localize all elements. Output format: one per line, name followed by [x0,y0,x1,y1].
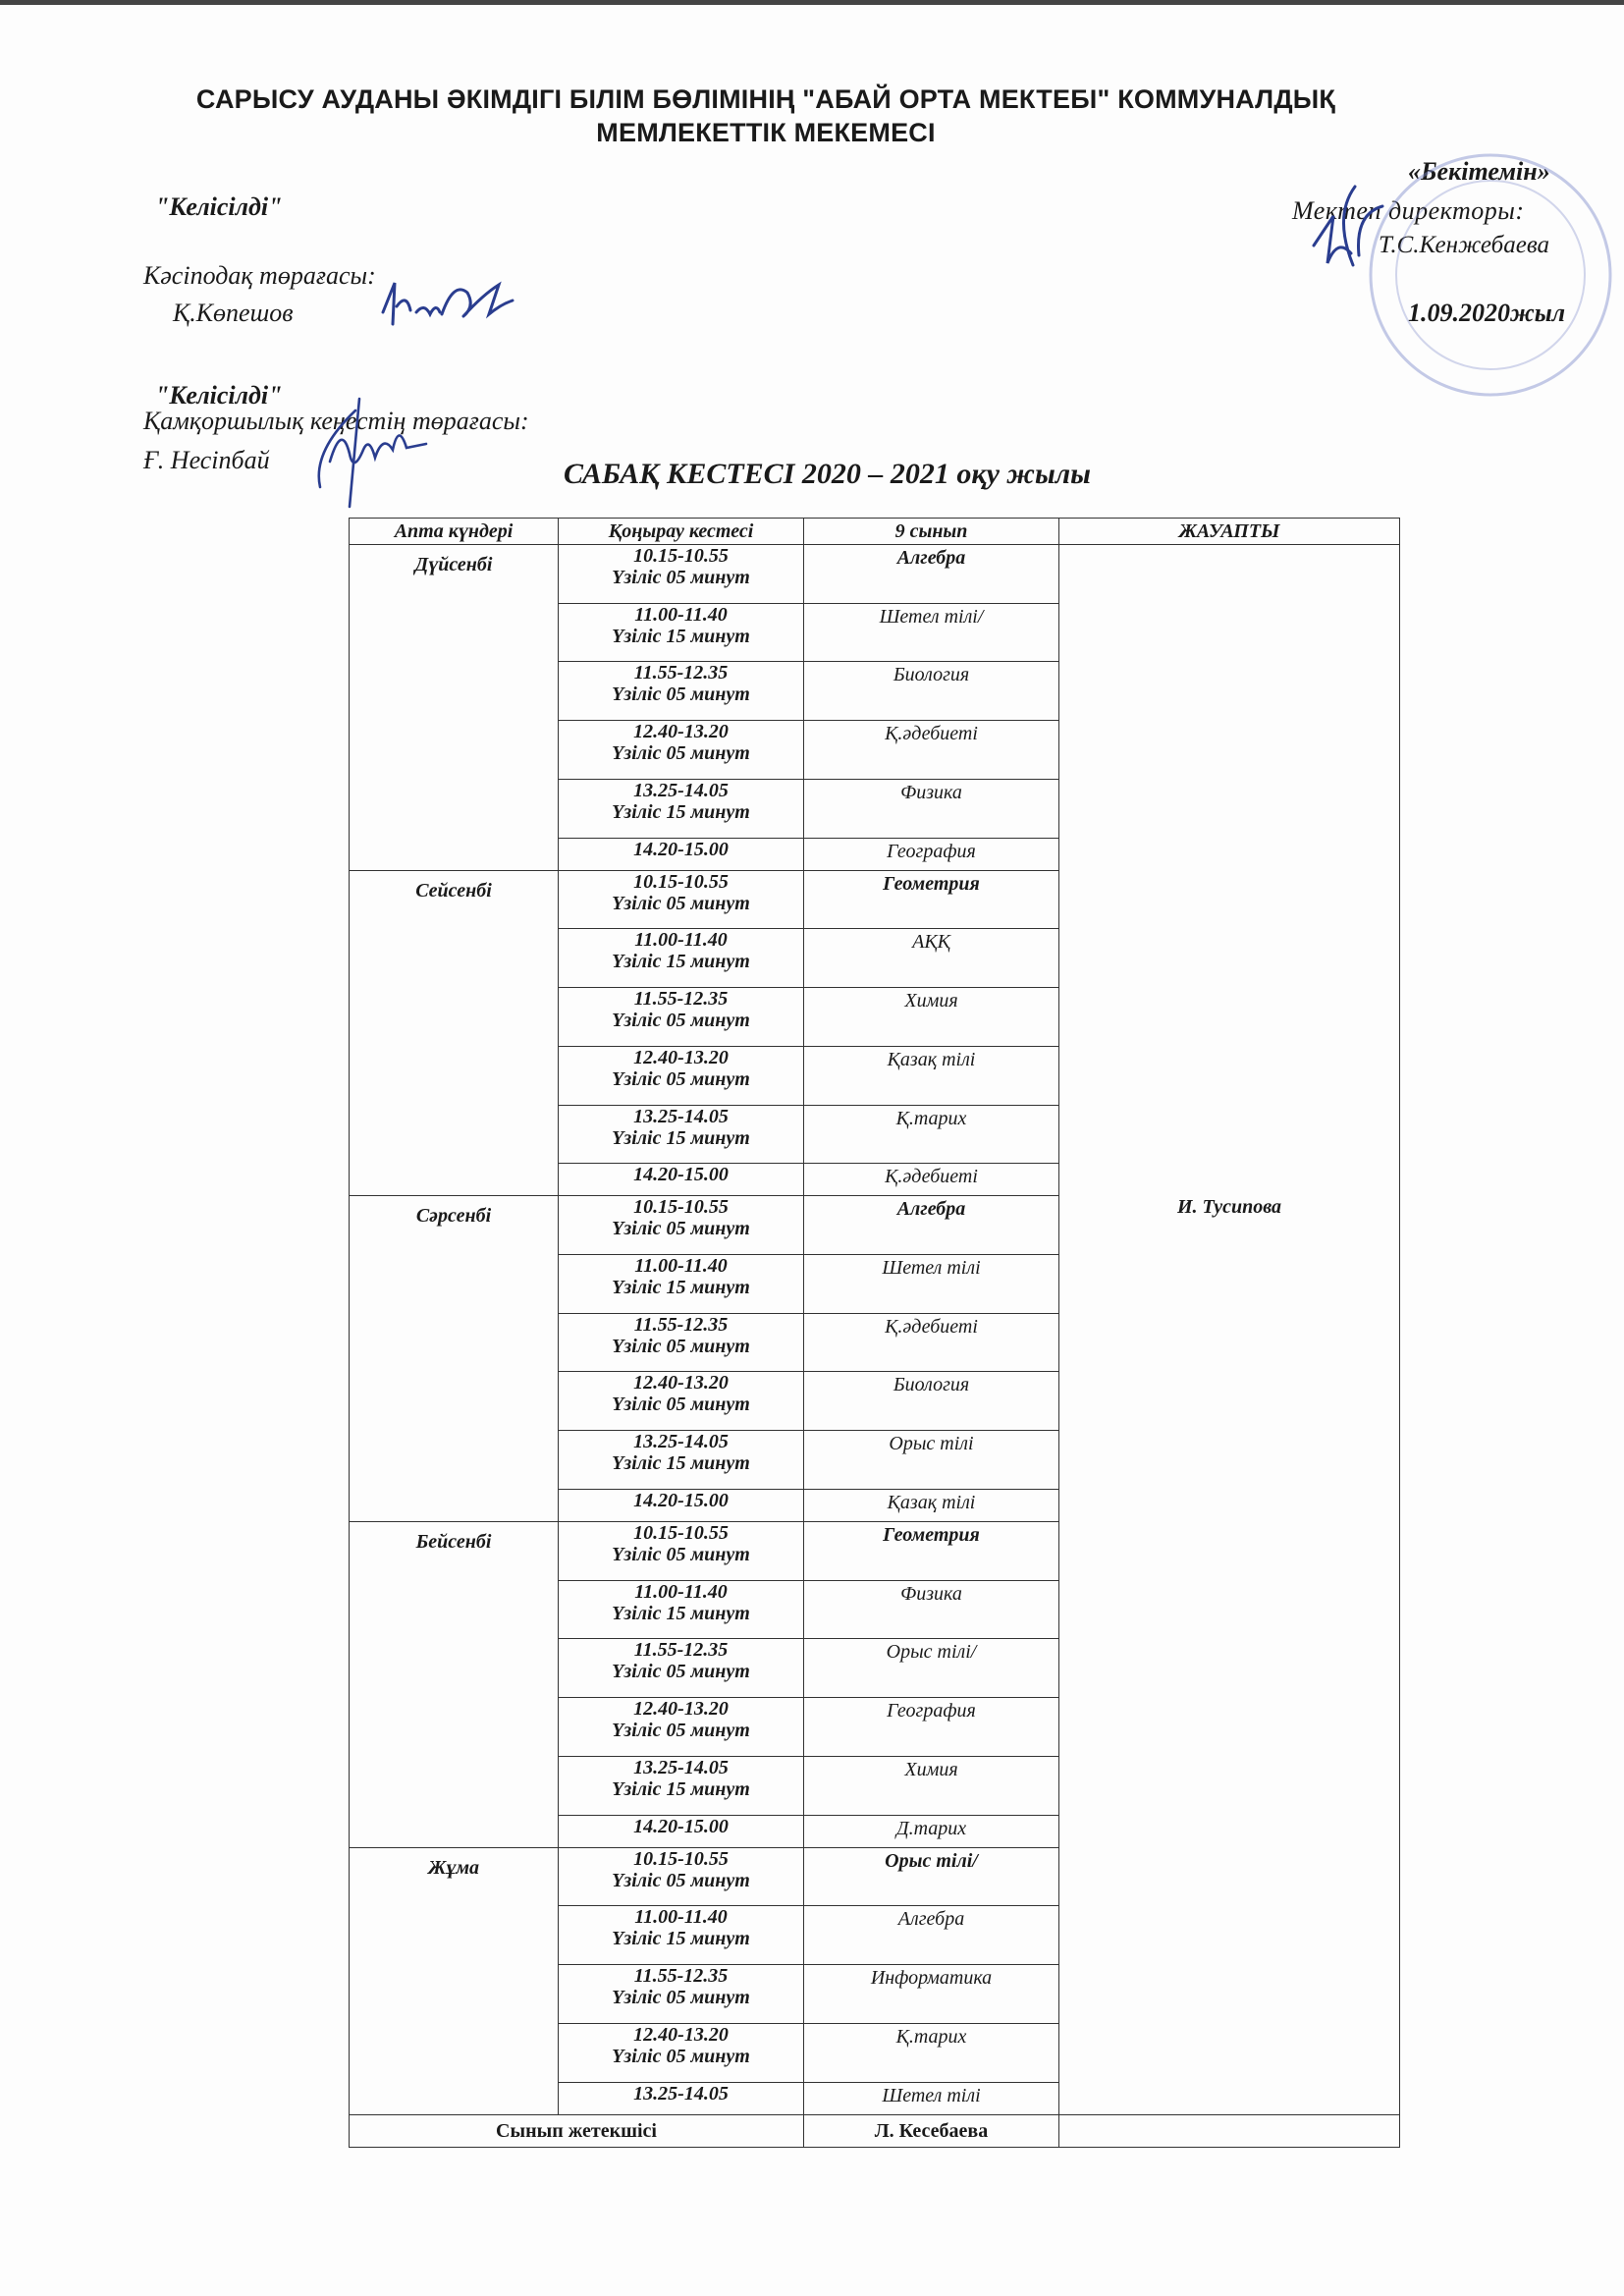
break-duration: Үзіліс 05 минут [612,1394,750,1416]
trade-union-position: Кәсіподақ төрағасы: [143,261,376,290]
subject-cell: Геометрия [804,1522,1059,1581]
day-name-cell: Сейсенбі [350,870,559,1196]
break-duration: Үзіліс 15 минут [612,1452,750,1475]
bell-time-cell [559,1046,804,1105]
subject-cell: Геометрия [804,870,1059,929]
bell-time-cell [559,721,804,780]
column-header: Қоңырау кестесі [559,519,804,545]
break-duration: Үзіліс 05 минут [612,742,750,765]
subject-cell: Биология [804,662,1059,721]
break-duration: Үзіліс 15 минут [612,1277,750,1299]
break-duration: Үзіліс 05 минут [612,1987,750,2009]
bell-time-cell [559,1965,804,2024]
bell-time-cell [559,1105,804,1164]
bell-time-cell [559,1639,804,1698]
bell-time-cell [559,2023,804,2082]
bell-time-cell [559,545,804,604]
scan-top-edge [0,0,1624,5]
subject-cell: Қазақ тілі [804,1489,1059,1521]
schedule-table [349,518,1400,2148]
director-name: Т.С.Кенжебаева [1379,232,1550,258]
bell-time-cell [559,929,804,988]
bell-time-cell [559,1431,804,1490]
subject-cell: Қ.әдебиеті [804,1313,1059,1372]
bell-time-cell [559,1164,804,1196]
class-teacher-label: Сынып жетекшісі [350,2115,804,2148]
subject-cell: Қазақ тілі [804,1046,1059,1105]
subject-cell: Алгебра [804,1196,1059,1255]
subject-cell: Информатика [804,1965,1059,2024]
lesson-time: 11.55-12.35 [633,1639,729,1662]
day-name-cell: Жұма [350,1847,559,2114]
subject-cell: География [804,1698,1059,1757]
bell-time-cell [559,603,804,662]
table-row [350,545,1400,604]
subject-cell: Орыс тілі/ [804,1639,1059,1698]
lesson-time: 10.15-10.55 [633,1847,729,1870]
lesson-time: 12.40-13.20 [633,2023,729,2046]
approve-label: «Бекітемін» [1408,157,1550,186]
break-duration: Үзіліс 15 минут [612,1602,750,1624]
subject-cell: Алгебра [804,1906,1059,1965]
subject-cell: Алгебра [804,545,1059,604]
lesson-time: 10.15-10.55 [633,870,729,893]
title-line-2: МЕМЛЕКЕТТІК МЕКЕМЕСІ [596,118,936,147]
bell-time-cell [559,838,804,870]
bell-time-cell [559,1489,804,1521]
subject-cell: Орыс тілі [804,1431,1059,1490]
bell-time-cell [559,1196,804,1255]
subject-cell: Химия [804,988,1059,1047]
break-duration: Үзіліс 05 минут [612,1544,750,1566]
subject-cell: Қ.әдебиеті [804,721,1059,780]
bell-time-cell [559,988,804,1047]
subject-cell: Қ.тарих [804,2023,1059,2082]
trade-union-name: Қ.Көпешов [173,299,294,327]
break-duration: Үзіліс 05 минут [612,1335,750,1357]
lesson-time: 11.55-12.35 [633,1313,729,1336]
lesson-time: 13.25-14.05 [633,1756,729,1778]
break-duration: Үзіліс 15 минут [612,951,750,973]
break-duration: Үзіліс 05 минут [612,2045,750,2067]
subject-cell: Шетел тілі/ [804,603,1059,662]
responsible-cell: И. Тусипова [1059,545,1400,2115]
trustees-name: Ғ. Несіпбай [143,446,270,474]
lesson-time: 14.20-15.00 [633,838,729,860]
bell-time-cell [559,1815,804,1847]
subject-cell: Физика [804,1580,1059,1639]
break-duration: Үзіліс 15 минут [612,1928,750,1950]
bell-time-cell [559,2082,804,2114]
trustees-position: Қамқоршылық кеңестің төрағасы: [143,407,529,435]
bell-time-cell [559,1847,804,1906]
break-duration: Үзіліс 05 минут [612,892,750,914]
lesson-time: 14.20-15.00 [633,1489,729,1511]
lesson-time: 13.25-14.05 [633,1431,729,1453]
subject-cell: Шетел тілі [804,2082,1059,2114]
subject-cell: Қ.тарих [804,1105,1059,1164]
lesson-time: 12.40-13.20 [633,1372,729,1394]
break-duration: Үзіліс 05 минут [612,1218,750,1240]
break-duration: Үзіліс 05 минут [612,1661,750,1683]
trade-union-signature [373,263,520,342]
lesson-time: 11.00-11.40 [634,929,728,952]
lesson-time: 11.00-11.40 [634,1255,728,1278]
agreed-label-2: "Келісілді" [155,381,283,410]
lesson-time: 10.15-10.55 [633,545,729,567]
subject-cell: Д.тарих [804,1815,1059,1847]
lesson-time: 11.55-12.35 [633,1965,729,1988]
agreed-label-1: "Келісілді" [155,192,283,221]
bell-time-cell [559,779,804,838]
break-duration: Үзіліс 05 минут [612,567,750,588]
break-duration: Үзіліс 05 минут [612,1067,750,1090]
approve-date: 1.09.2020жыл [1408,299,1566,327]
bell-time-cell [559,1580,804,1639]
column-header: ЖАУАПТЫ [1059,519,1400,545]
lesson-time: 12.40-13.20 [633,1046,729,1068]
bell-time-cell [559,1698,804,1757]
lesson-time: 13.25-14.05 [633,2082,729,2105]
lesson-time: 11.55-12.35 [633,988,729,1011]
day-name-cell: Бейсенбі [350,1522,559,1848]
title-line-1: САРЫСУ АУДАНЫ ӘКІМДІГІ БІЛІМ БӨЛІМІНІҢ "АБАЙ ОРТА МЕКТЕБІ" КОММУНАЛДЫҚ [195,84,1336,114]
subject-cell: Орыс тілі/ [804,1847,1059,1906]
bell-time-cell [559,1255,804,1314]
class-teacher-empty [1059,2115,1400,2148]
bell-time-cell [559,1756,804,1815]
subject-cell: АҚҚ [804,929,1059,988]
column-header: Апта күндері [350,519,559,545]
bell-time-cell [559,1522,804,1581]
lesson-time: 12.40-13.20 [633,721,729,743]
subject-cell: Химия [804,1756,1059,1815]
break-duration: Үзіліс 05 минут [612,1869,750,1891]
document-title [147,82,1384,149]
break-duration: Үзіліс 15 минут [612,800,750,823]
lesson-time: 11.55-12.35 [633,662,729,684]
trustees-signature [291,393,438,511]
subject-cell: Шетел тілі [804,1255,1059,1314]
lesson-time: 10.15-10.55 [633,1196,729,1219]
subject-cell: Физика [804,779,1059,838]
lesson-time: 11.00-11.40 [634,603,728,626]
subject-cell: География [804,838,1059,870]
day-name-cell: Сәрсенбі [350,1196,559,1522]
director-position: Мектеп директоры: [1292,196,1525,225]
bell-time-cell [559,662,804,721]
break-duration: Үзіліс 15 минут [612,1126,750,1149]
lesson-time: 13.25-14.05 [633,779,729,801]
lesson-time: 14.20-15.00 [633,1815,729,1837]
break-duration: Үзіліс 15 минут [612,1777,750,1800]
lesson-time: 13.25-14.05 [633,1105,729,1127]
bell-time-cell [559,1372,804,1431]
schedule-title: САБАҚ КЕСТЕСІ 2020 – 2021 оқу жылы [564,458,1091,490]
class-teacher-name: Л. Кесебаева [804,2115,1059,2148]
day-name-cell: Дүйсенбі [350,545,559,871]
lesson-time: 10.15-10.55 [633,1522,729,1545]
lesson-time: 14.20-15.00 [633,1164,729,1186]
subject-cell: Биология [804,1372,1059,1431]
bell-time-cell [559,870,804,929]
bell-time-cell [559,1906,804,1965]
lesson-time: 12.40-13.20 [633,1698,729,1721]
subject-cell: Қ.әдебиеті [804,1164,1059,1196]
school-stamp [1294,147,1624,405]
break-duration: Үзіліс 05 минут [612,683,750,706]
class-teacher-row [350,2115,1400,2148]
break-duration: Үзіліс 05 минут [612,1010,750,1032]
break-duration: Үзіліс 15 минут [612,625,750,647]
table-header-row [350,519,1400,545]
lesson-time: 11.00-11.40 [634,1906,728,1929]
bell-time-cell [559,1313,804,1372]
break-duration: Үзіліс 05 минут [612,1720,750,1742]
lesson-time: 11.00-11.40 [634,1580,728,1603]
column-header: 9 сынып [804,519,1059,545]
